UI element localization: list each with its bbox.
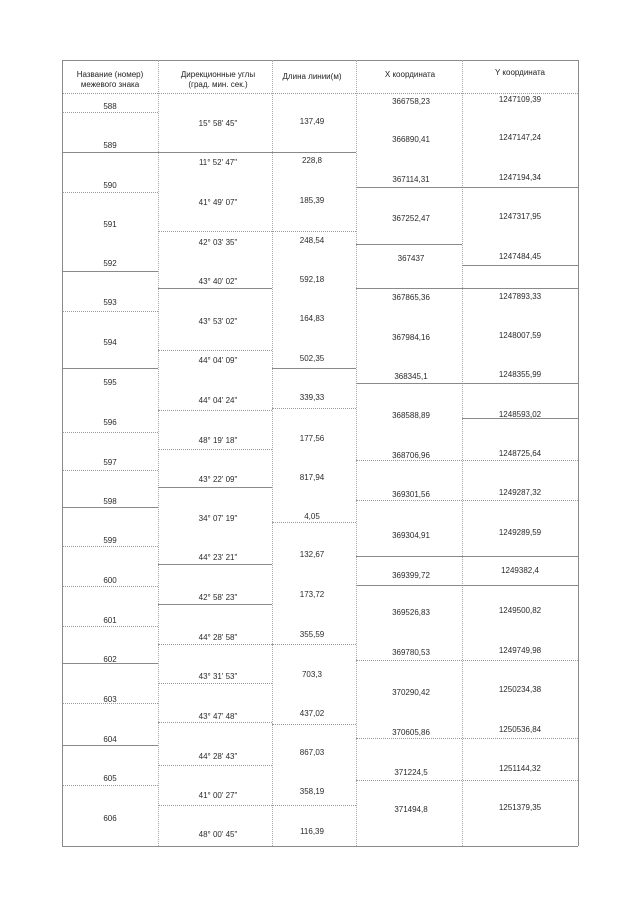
point-name: 605 bbox=[103, 774, 117, 783]
point-name: 588 bbox=[103, 102, 117, 111]
row-separator bbox=[158, 644, 272, 645]
direction-angle: 43° 31' 53" bbox=[198, 672, 238, 681]
row-separator bbox=[158, 683, 272, 684]
x-coordinate: 368706,96 bbox=[392, 451, 430, 460]
y-coordinate: 1247109,39 bbox=[498, 95, 542, 104]
row-separator bbox=[158, 350, 272, 351]
direction-angle: 44° 28' 58" bbox=[198, 633, 238, 642]
row-separator bbox=[62, 626, 158, 627]
line-length: 185,39 bbox=[299, 196, 325, 205]
direction-angle: 43° 47' 48" bbox=[198, 712, 238, 721]
y-coordinate: 1247893,33 bbox=[498, 292, 542, 301]
y-coordinate: 1247317,95 bbox=[498, 212, 542, 221]
row-separator bbox=[272, 644, 356, 645]
direction-angle: 48° 00' 45" bbox=[198, 830, 238, 839]
row-separator bbox=[356, 244, 462, 245]
line-length: 228,8 bbox=[301, 156, 323, 165]
direction-angle: 43° 22' 09" bbox=[198, 475, 238, 484]
point-name: 606 bbox=[103, 814, 117, 823]
line-length: 177,56 bbox=[299, 434, 325, 443]
direction-angle: 43° 53' 02" bbox=[198, 317, 238, 326]
x-coordinate: 368345,1 bbox=[394, 372, 428, 381]
y-coordinate: 1251144,32 bbox=[499, 764, 541, 773]
y-coordinate: 1248355,99 bbox=[498, 370, 542, 379]
row-separator bbox=[272, 231, 356, 232]
header-angles: Дирекционные углы (град. мин. сек.) bbox=[180, 70, 256, 89]
line-length: 592,18 bbox=[299, 275, 325, 284]
row-separator bbox=[356, 383, 578, 384]
line-length: 164,83 bbox=[299, 314, 325, 323]
y-coordinate: 1248725,64 bbox=[498, 449, 542, 458]
y-coordinate: 1249382,4 bbox=[501, 566, 539, 575]
row-separator bbox=[62, 586, 158, 587]
point-name: 599 bbox=[103, 536, 117, 545]
direction-angle: 42° 58' 23" bbox=[198, 593, 238, 602]
point-name: 600 bbox=[103, 576, 117, 585]
row-separator bbox=[272, 724, 356, 725]
line-length: 703,3 bbox=[301, 670, 323, 679]
row-separator bbox=[356, 780, 578, 781]
row-separator bbox=[158, 564, 272, 565]
header-bottom-rule bbox=[62, 93, 578, 94]
row-separator bbox=[272, 152, 356, 153]
row-separator bbox=[62, 311, 158, 312]
x-coordinate: 366890,41 bbox=[392, 135, 430, 144]
x-coordinate: 369526,83 bbox=[392, 608, 430, 617]
x-coordinate: 367252,47 bbox=[392, 214, 430, 223]
x-coordinate: 369780,53 bbox=[392, 648, 430, 657]
y-coordinate: 1249287,32 bbox=[498, 488, 542, 497]
row-separator bbox=[62, 546, 158, 547]
point-name: 601 bbox=[103, 616, 117, 625]
x-coordinate: 366758,23 bbox=[392, 97, 430, 106]
row-separator bbox=[158, 410, 272, 411]
x-coordinate: 370290,42 bbox=[392, 688, 430, 697]
point-name: 597 bbox=[103, 458, 117, 467]
line-length: 248,54 bbox=[299, 236, 325, 245]
row-separator bbox=[272, 522, 356, 523]
line-length: 358,19 bbox=[299, 787, 325, 796]
point-name: 594 bbox=[103, 338, 117, 347]
line-length: 355,59 bbox=[299, 630, 325, 639]
y-coordinate: 1247194,34 bbox=[498, 173, 542, 182]
y-coordinate: 1250234,38 bbox=[498, 685, 542, 694]
column-divider-4 bbox=[462, 60, 463, 846]
x-coordinate: 369304,91 bbox=[392, 531, 430, 540]
y-coordinate: 1249289,59 bbox=[498, 528, 542, 537]
line-length: 817,94 bbox=[299, 473, 325, 482]
row-separator bbox=[158, 449, 272, 450]
row-separator bbox=[158, 604, 272, 605]
header-x: X координата bbox=[384, 70, 436, 79]
row-separator bbox=[158, 288, 272, 289]
line-length: 116,39 bbox=[300, 827, 324, 836]
column-divider-1 bbox=[158, 60, 159, 846]
point-name: 595 bbox=[103, 378, 117, 387]
point-name: 589 bbox=[103, 141, 117, 150]
x-coordinate: 371494,8 bbox=[394, 805, 428, 814]
row-separator bbox=[272, 408, 356, 409]
table-right-rule bbox=[578, 60, 579, 846]
point-name: 593 bbox=[103, 298, 117, 307]
row-separator bbox=[62, 112, 158, 113]
column-divider-3 bbox=[356, 60, 357, 846]
row-separator bbox=[62, 152, 272, 153]
line-length: 867,03 bbox=[299, 748, 325, 757]
point-name: 598 bbox=[103, 497, 117, 506]
x-coordinate: 369301,56 bbox=[392, 490, 430, 499]
line-length: 132,67 bbox=[299, 550, 325, 559]
x-coordinate: 370605,86 bbox=[392, 728, 430, 737]
direction-angle: 41° 49' 07" bbox=[198, 198, 238, 207]
point-name: 590 bbox=[103, 181, 117, 190]
point-name: 596 bbox=[103, 418, 117, 427]
row-separator bbox=[356, 738, 578, 739]
row-separator bbox=[356, 288, 578, 289]
x-coordinate: 369399,72 bbox=[392, 571, 430, 580]
point-name: 591 bbox=[103, 220, 117, 229]
row-separator bbox=[272, 368, 356, 369]
x-coordinate: 368588,89 bbox=[392, 411, 430, 420]
point-name: 602 bbox=[103, 655, 117, 664]
header-length: Длина линии(м) bbox=[282, 72, 342, 81]
y-coordinate: 1249500,82 bbox=[498, 606, 542, 615]
line-length: 137,49 bbox=[299, 117, 325, 126]
x-coordinate: 367114,31 bbox=[392, 175, 430, 184]
row-separator bbox=[62, 271, 158, 272]
row-separator bbox=[158, 765, 272, 766]
line-length: 173,72 bbox=[299, 590, 325, 599]
direction-angle: 34° 07' 19" bbox=[198, 514, 238, 523]
row-separator bbox=[62, 470, 158, 471]
direction-angle: 15° 58' 45" bbox=[198, 119, 238, 128]
row-separator bbox=[62, 785, 158, 786]
x-coordinate: 367984,16 bbox=[392, 333, 430, 342]
row-separator bbox=[356, 585, 578, 586]
y-coordinate: 1250536,84 bbox=[498, 725, 542, 734]
row-separator bbox=[158, 805, 272, 806]
line-length: 339,33 bbox=[299, 393, 325, 402]
row-separator bbox=[62, 368, 158, 369]
y-coordinate: 1251379,35 bbox=[498, 803, 542, 812]
row-separator bbox=[62, 745, 158, 746]
direction-angle: 44° 04' 09" bbox=[198, 356, 238, 365]
y-coordinate: 1247484,45 bbox=[498, 252, 542, 261]
line-length: 502,35 bbox=[299, 354, 325, 363]
row-separator bbox=[462, 187, 578, 188]
x-coordinate: 371224,5 bbox=[394, 768, 428, 777]
point-name: 604 bbox=[103, 735, 117, 744]
direction-angle: 44° 04' 24" bbox=[198, 396, 238, 405]
row-separator bbox=[62, 432, 158, 433]
y-coordinate: 1249749,98 bbox=[498, 646, 542, 655]
row-separator bbox=[158, 231, 272, 232]
direction-angle: 44° 23' 21" bbox=[198, 553, 238, 562]
row-separator bbox=[356, 500, 578, 501]
row-separator bbox=[158, 722, 272, 723]
direction-angle: 11° 52' 47" bbox=[198, 158, 238, 167]
y-coordinate: 1248593,02 bbox=[498, 410, 542, 419]
row-separator bbox=[158, 487, 272, 488]
y-coordinate: 1248007,59 bbox=[498, 331, 542, 340]
point-name: 592 bbox=[103, 259, 117, 268]
x-coordinate: 367437 bbox=[397, 254, 425, 263]
direction-angle: 41° 00' 27" bbox=[198, 791, 238, 800]
row-separator bbox=[272, 805, 356, 806]
x-coordinate: 367865,36 bbox=[392, 293, 430, 302]
row-separator bbox=[62, 507, 158, 508]
table-top-rule bbox=[62, 60, 578, 61]
point-name: 603 bbox=[103, 695, 117, 704]
header-y: Y координата bbox=[494, 68, 546, 77]
direction-angle: 44° 28' 43" bbox=[198, 752, 238, 761]
table-left-rule bbox=[62, 60, 63, 846]
row-separator bbox=[62, 192, 158, 193]
table-bottom-rule bbox=[62, 846, 578, 847]
row-separator bbox=[356, 660, 578, 661]
column-divider-2 bbox=[272, 60, 273, 846]
y-coordinate: 1247147,24 bbox=[498, 133, 542, 142]
direction-angle: 48° 19' 18" bbox=[198, 436, 238, 445]
row-separator bbox=[356, 556, 578, 557]
row-separator bbox=[356, 187, 462, 188]
direction-angle: 42° 03' 35" bbox=[198, 238, 238, 247]
line-length: 437,02 bbox=[299, 709, 325, 718]
direction-angle: 43° 40' 02" bbox=[198, 277, 238, 286]
line-length: 4,05 bbox=[304, 512, 320, 521]
row-separator bbox=[462, 265, 578, 266]
header-name: Название (номер) межевого знака bbox=[76, 70, 144, 89]
